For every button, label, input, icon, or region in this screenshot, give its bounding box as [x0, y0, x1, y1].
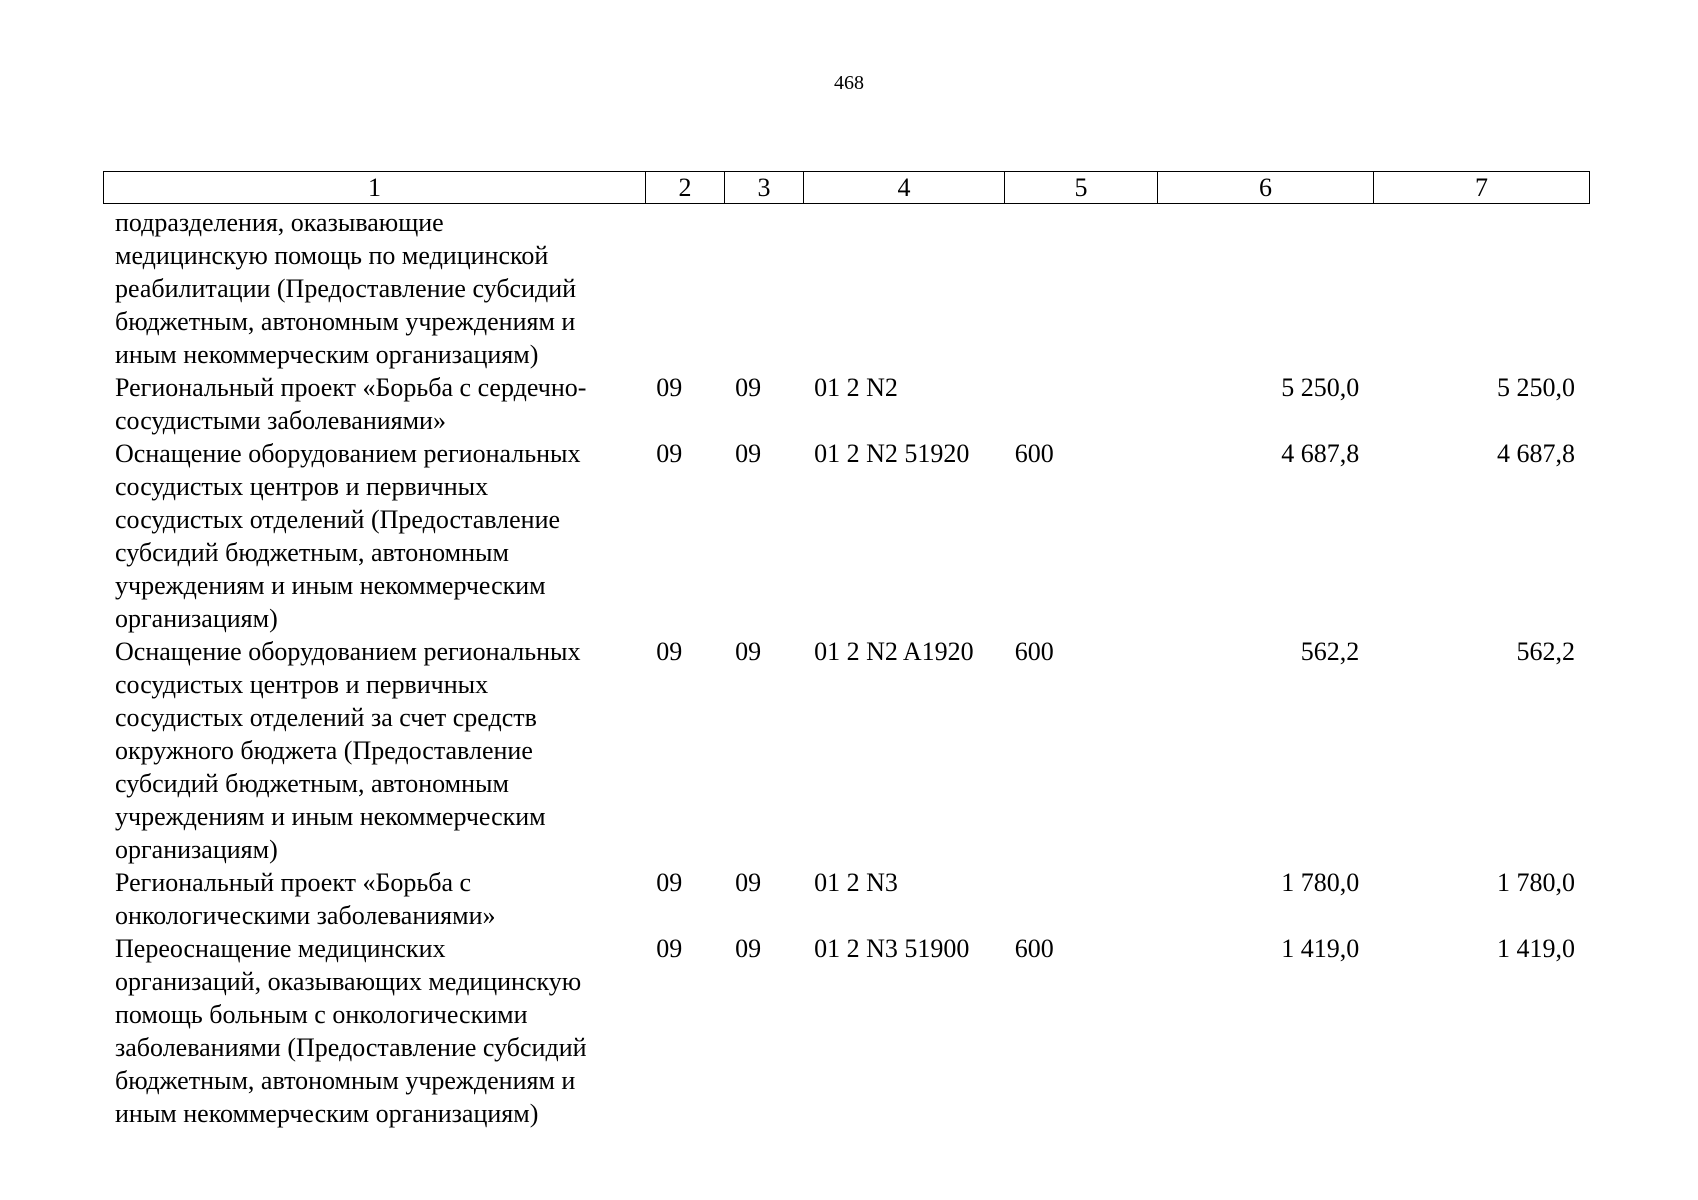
subsection-code: 09	[735, 934, 762, 963]
row-description	[103, 206, 644, 371]
section-code: 09	[656, 373, 683, 402]
subsection-code: 09	[735, 637, 762, 666]
target-article-code: 01 2 N2 A1920	[814, 637, 974, 666]
section-code	[644, 206, 723, 371]
description-line: подразделения, оказывающие	[115, 208, 444, 237]
amount-year-1: 1 780,0	[1281, 868, 1360, 897]
description-line: бюджетным, автономным учреждениям и	[115, 307, 576, 336]
amount-year-1: 562,2	[1300, 637, 1360, 666]
target-article-code: 01 2 N2 51920	[814, 439, 970, 468]
description-line: реабилитации (Предоставление субсидий	[115, 274, 577, 303]
description-line: сосудистых отделений за счет средств	[115, 703, 537, 732]
description-line: иным некоммерческим организациям)	[115, 340, 539, 369]
row-description	[103, 437, 644, 635]
table-row	[103, 437, 1587, 635]
amount-year-1: 4 687,8	[1281, 439, 1360, 468]
description-line: сосудистых центров и первичных	[115, 670, 489, 699]
amount-year-2: 562,2	[1516, 637, 1575, 666]
target-article-code: 01 2 N2	[814, 373, 898, 402]
amount-year-1: 5 250,0	[1281, 373, 1360, 402]
table-row	[103, 206, 1587, 371]
description-line: организациям)	[115, 835, 278, 864]
column-number-2: 2	[646, 172, 725, 204]
description-line: учреждениям и иным некоммерческим	[115, 802, 546, 831]
amount-year-1	[1156, 206, 1372, 371]
column-number-5: 5	[1005, 172, 1158, 204]
row-description	[103, 635, 644, 866]
description-line: Оснащение оборудованием региональных	[115, 439, 581, 468]
table-row	[103, 635, 1587, 866]
description-line: иным некоммерческим организациям)	[115, 1099, 539, 1128]
section-code: 09	[656, 439, 683, 468]
expense-type-code: 600	[1014, 934, 1054, 963]
amount-year-1: 1 419,0	[1281, 934, 1360, 963]
section-code: 09	[656, 934, 683, 963]
column-number-4: 4	[804, 172, 1005, 204]
budget-table-body	[103, 206, 1587, 1130]
section-code: 09	[656, 868, 683, 897]
row-description	[103, 932, 644, 1130]
description-line: субсидий бюджетным, автономным	[115, 769, 509, 798]
table-row	[103, 371, 1587, 437]
amount-year-2: 5 250,0	[1497, 373, 1575, 402]
target-article-code: 01 2 N3	[814, 868, 898, 897]
description-line: окружного бюджета (Предоставление	[115, 736, 533, 765]
column-number-7: 7	[1374, 172, 1590, 204]
amount-year-2	[1371, 206, 1587, 371]
description-line: Региональный проект «Борьба с сердечно-	[115, 373, 587, 402]
description-line: учреждениям и иным некоммерческим	[115, 571, 546, 600]
row-description	[103, 371, 644, 437]
description-line: Региональный проект «Борьба с	[115, 868, 472, 897]
description-line: Оснащение оборудованием региональных	[115, 637, 581, 666]
description-line: онкологическими заболеваниями»	[115, 901, 496, 930]
table-row	[103, 866, 1587, 932]
description-line: Переоснащение медицинских	[115, 934, 446, 963]
description-line: бюджетным, автономным учреждениям и	[115, 1066, 576, 1095]
section-code: 09	[656, 637, 683, 666]
expense-type-code: 600	[1014, 637, 1054, 666]
subsection-code	[723, 206, 802, 371]
column-number-6: 6	[1158, 172, 1374, 204]
table-row	[103, 932, 1587, 1130]
row-description	[103, 866, 644, 932]
amount-year-2: 1 419,0	[1497, 934, 1575, 963]
expense-type-code	[1003, 206, 1156, 371]
description-line: сосудистых центров и первичных	[115, 472, 489, 501]
column-header-row	[104, 172, 1590, 204]
target-article-code: 01 2 N3 51900	[814, 934, 970, 963]
page-number: 468	[834, 72, 864, 94]
subsection-code: 09	[735, 868, 762, 897]
amount-year-2: 4 687,8	[1497, 439, 1575, 468]
description-line: сосудистых отделений (Предоставление	[115, 505, 561, 534]
description-line: организаций, оказывающих медицинскую	[115, 967, 582, 996]
expense-type-code	[1003, 371, 1156, 437]
description-line: сосудистыми заболеваниями»	[115, 406, 446, 435]
expense-type-code	[1003, 866, 1156, 932]
target-article-code	[802, 206, 1003, 371]
column-header-table	[103, 171, 1590, 204]
subsection-code: 09	[735, 373, 762, 402]
description-line: субсидий бюджетным, автономным	[115, 538, 509, 567]
subsection-code: 09	[735, 439, 762, 468]
description-line: организациям)	[115, 604, 278, 633]
description-line: помощь больным с онкологическими	[115, 1000, 528, 1029]
description-line: медицинскую помощь по медицинской	[115, 241, 549, 270]
expense-type-code: 600	[1014, 439, 1054, 468]
amount-year-2: 1 780,0	[1497, 868, 1575, 897]
column-number-3: 3	[725, 172, 804, 204]
description-line: заболеваниями (Предоставление субсидий	[115, 1033, 587, 1062]
column-number-1: 1	[104, 172, 646, 204]
